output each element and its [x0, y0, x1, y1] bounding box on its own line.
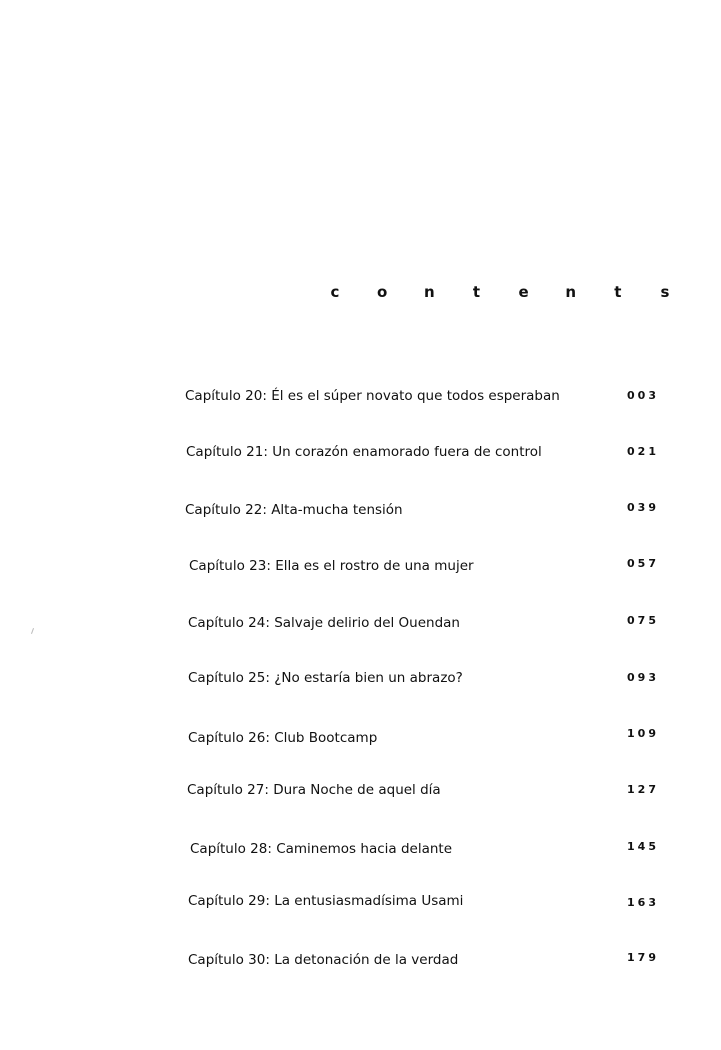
chapter-title: Capítulo 22: Alta-mucha tensión [185, 502, 403, 518]
chapter-title: Capítulo 24: Salvaje delirio del Ouendan [188, 615, 460, 631]
page-number: 075 [627, 614, 659, 627]
chapter-title: Capítulo 27: Dura Noche de aquel día [187, 782, 441, 798]
chapter-title: Capítulo 30: La detonación de la verdad [188, 952, 459, 968]
page-number: 145 [627, 840, 659, 853]
heading-letter: t [614, 283, 622, 301]
heading-letter: n [565, 283, 577, 301]
toc-entry [0, 384, 721, 408]
page-number: 039 [627, 501, 659, 514]
page-number: 163 [627, 896, 659, 909]
chapter-title: Capítulo 29: La entusiasmadísima Usami [188, 893, 464, 909]
page-number: 179 [627, 951, 659, 964]
toc-entry [0, 554, 721, 578]
contents-heading [325, 283, 675, 301]
heading-letter: n [423, 283, 435, 301]
toc-entry [0, 889, 721, 913]
toc-entry [0, 726, 721, 750]
toc-entry [0, 498, 721, 522]
heading-letter: o [376, 283, 388, 301]
page-number: 127 [627, 783, 659, 796]
page-number: 057 [627, 557, 659, 570]
heading-letter: s [660, 283, 670, 301]
heading-letter: e [518, 283, 529, 301]
chapter-title: Capítulo 21: Un corazón enamorado fuera de control [186, 444, 542, 460]
toc-entry [0, 837, 721, 861]
page-number: 109 [627, 727, 659, 740]
chapter-title: Capítulo 28: Caminemos hacia delante [190, 841, 453, 857]
chapter-title: Capítulo 26: Club Bootcamp [188, 730, 378, 746]
heading-letter: t [472, 283, 480, 301]
page-number: 003 [627, 389, 659, 402]
heading-letter: c [330, 283, 340, 301]
toc-entry [0, 778, 721, 802]
chapter-title: Capítulo 20: Él es el súper novato que todos esperaban [185, 388, 560, 404]
page-number: 021 [627, 445, 659, 458]
chapter-title: Capítulo 25: ¿No estaría bien un abrazo? [188, 670, 463, 686]
toc-entry [0, 611, 721, 635]
page-number: 093 [627, 671, 659, 684]
toc-entry [0, 666, 721, 690]
chapter-title: Capítulo 23: Ella es el rostro de una mujer [189, 558, 474, 574]
toc-entry [0, 440, 721, 464]
toc-entry [0, 948, 721, 972]
